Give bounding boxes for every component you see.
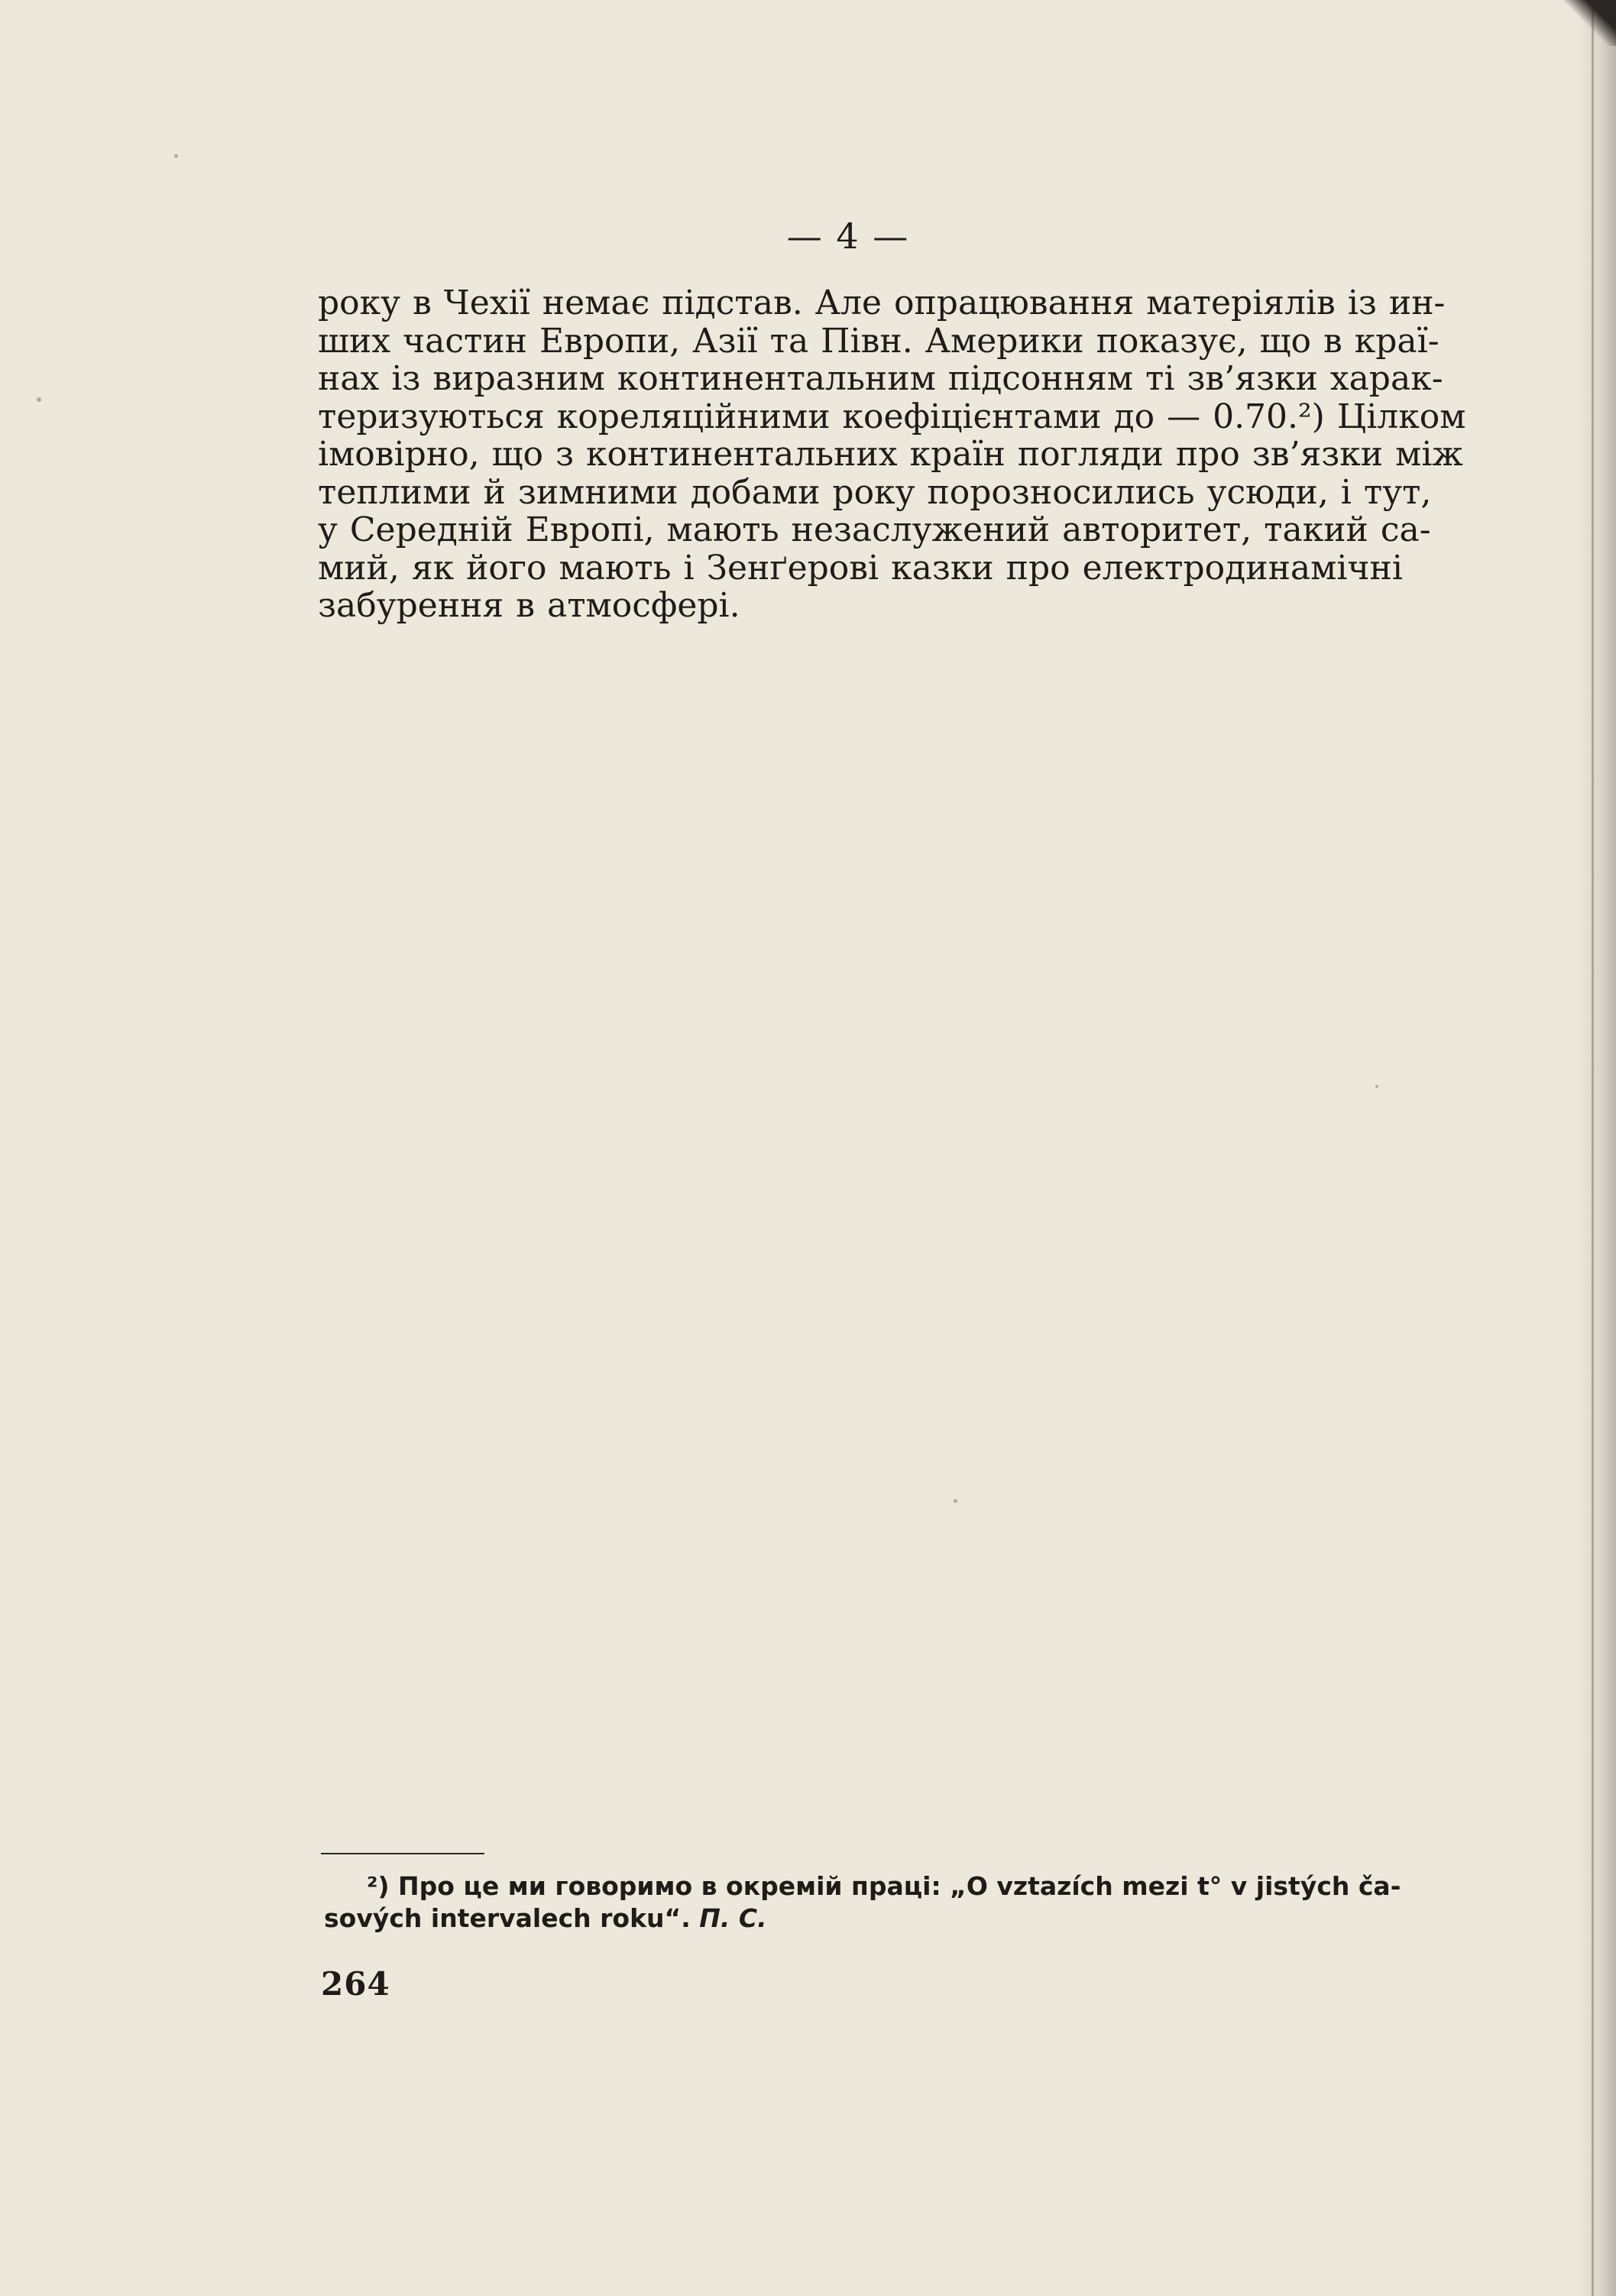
footnote-line: ²) Про це ми говоримо в окремій праці: „O vztazích mezi t° v jistých ča- <box>367 1871 1401 1901</box>
footnote-author-initials: П. С. <box>699 1903 767 1933</box>
text-line: імовірно, що з континентальних країн погляди про зв’язки між <box>318 435 1463 474</box>
corner-scan-mark <box>1563 0 1616 46</box>
paper-speck <box>37 397 41 402</box>
footnote-divider <box>321 1853 484 1854</box>
text-line: ших частин Европи, Азії та Півн. Америки показує, що в краї- <box>318 321 1440 361</box>
text-line: забурення в атмосфері. <box>318 586 740 625</box>
paper-speck <box>174 154 178 158</box>
text-line: нах із виразним континентальним підсонням ті зв’язки харак- <box>318 359 1443 398</box>
footnote-line <box>324 1903 1381 1935</box>
text-line: у Середній Европі, мають незаслужений авторитет, такий са- <box>318 510 1431 549</box>
page-number: — 4 — <box>786 215 910 257</box>
text-line: року в Чехії немає підстав. Але опрацювання матеріялів із ин- <box>318 283 1446 322</box>
text-line: мий, як його мають і Зенґерові казки про електродинамічні <box>318 548 1403 588</box>
paper-speck <box>954 1499 957 1503</box>
footnote-line-text: sových intervalech roku“. <box>324 1903 691 1933</box>
signature-number: 264 <box>321 1965 390 2003</box>
text-line: теплими й зимними добами року порозносились усюди, і тут, <box>318 472 1432 512</box>
body-paragraph <box>318 283 1466 625</box>
text-line: теризуються кореляційними коефіцієнтами до — 0.70.²) Цілком <box>318 397 1466 436</box>
footnote <box>324 1870 1401 1935</box>
page-edge-shadow <box>1576 0 1616 2296</box>
paper-speck <box>1375 1085 1378 1088</box>
